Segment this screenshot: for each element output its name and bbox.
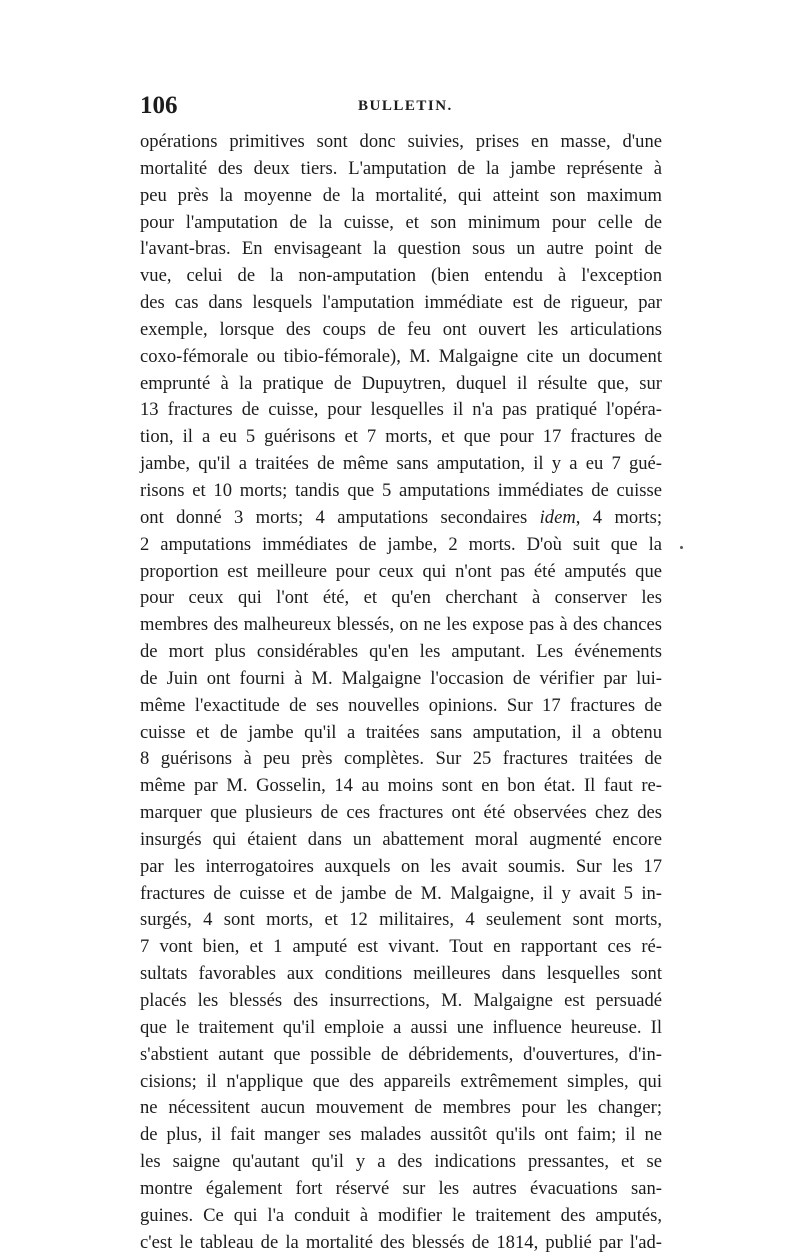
page-header xyxy=(140,92,660,126)
text-line: opérations primitives sont donc suivies, prises en masse, d'une xyxy=(140,131,662,152)
text-line: insurgés qui étaient dans un abattement moral augmenté encore xyxy=(140,828,662,850)
text-line: c'est le tableau de la mortalité des blessés de 1814, publié par l'ad- xyxy=(140,1231,662,1253)
text-line: peu près la moyenne de la mortalité, qui atteint son maximum xyxy=(140,184,662,206)
text-line: pour ceux qui l'ont été, et qu'en cherchant à conserver les xyxy=(140,587,662,609)
text-line: proportion est meilleure pour ceux qui n'ont pas été amputés que xyxy=(140,560,662,582)
text-line: de mort plus considérables qu'en les amputant. Les événements xyxy=(140,641,662,663)
text-line: guines. Ce qui l'a conduit à modifier le traitement des amputés, xyxy=(140,1204,662,1226)
text-line: fractures de cuisse et de jambe de M. Malgaigne, il y avait 5 in- xyxy=(140,882,662,904)
text-line: par les interrogatoires auxquels on les avait soumis. Sur les 17 xyxy=(140,855,662,877)
text-line: pour l'amputation de la cuisse, et son minimum pour celle de xyxy=(140,211,662,233)
text-line: même par M. Gosselin, 14 au moins sont en bon état. Il faut re- xyxy=(140,775,662,797)
text-line: tion, il a eu 5 guérisons et 7 morts, et que pour 17 fractures de xyxy=(140,426,662,448)
text-line: de plus, il fait manger ses malades aussitôt qu'ils ont faim; il ne xyxy=(140,1124,662,1146)
italic-word: idem xyxy=(539,506,576,528)
text-line: ne nécessitent aucun mouvement de membres pour les changer; xyxy=(140,1097,662,1119)
margin-mark xyxy=(680,546,683,549)
text-line: risons et 10 morts; tandis que 5 amputations immédiates de cuisse xyxy=(140,479,662,501)
text-line: que le traitement qu'il emploie a aussi une influence heureuse. Il xyxy=(140,1016,662,1038)
text-line: de Juin ont fourni à M. Malgaigne l'occasion de vérifier par lui- xyxy=(140,667,662,689)
text-line: 13 fractures de cuisse, pour lesquelles il n'a pas pratiqué l'opéra- xyxy=(140,399,662,421)
text-line: surgés, 4 sont morts, et 12 militaires, 4 seulement sont morts, xyxy=(140,909,662,931)
text-line: marquer que plusieurs de ces fractures ont été observées chez des xyxy=(140,802,662,824)
text-line: même l'exactitude de ses nouvelles opinions. Sur 17 fractures de xyxy=(140,694,662,716)
text-line: 2 amputations immédiates de jambe, 2 morts. D'où suit que la xyxy=(140,533,662,555)
text-line: cuisse et de jambe qu'il a traitées sans amputation, il a obtenu xyxy=(140,721,662,743)
text-line: mortalité des deux tiers. L'amputation de la jambe représente à xyxy=(140,157,662,179)
text-line: jambe, qu'il a traitées de même sans amputation, il y a eu 7 gué- xyxy=(140,453,662,475)
body-paragraph xyxy=(140,129,662,1256)
text-line: membres des malheureux blessés, on ne les expose pas à des chances xyxy=(140,614,662,636)
text-line: ont donné 3 morts; 4 amputations secondaires idem, 4 morts; xyxy=(140,506,662,528)
text-line: s'abstient autant que possible de débridements, d'ouvertures, d'in- xyxy=(140,1043,662,1065)
text-line: montre également fort réservé sur les autres évacuations san- xyxy=(140,1177,662,1199)
text-line: sultats favorables aux conditions meilleures dans lesquelles sont xyxy=(140,963,662,985)
text-line: coxo-fémorale ou tibio-fémorale), M. Malgaigne cite un document xyxy=(140,345,662,367)
text-line: l'avant-bras. En envisageant la question sous un autre point de xyxy=(140,238,662,260)
text-line: les saigne qu'autant qu'il y a des indications pressantes, et se xyxy=(140,1151,662,1173)
text-line: exemple, lorsque des coups de feu ont ouvert les articulations xyxy=(140,318,662,340)
running-head: BULLETIN. xyxy=(358,98,453,114)
text-line: vue, celui de la non-amputation (bien entendu à l'exception xyxy=(140,265,662,287)
text-line: 8 guérisons à peu près complètes. Sur 25 fractures traitées de xyxy=(140,748,662,770)
text-line: emprunté à la pratique de Dupuytren, duquel il résulte que, sur xyxy=(140,372,662,394)
text-line: des cas dans lesquels l'amputation immédiate est de rigueur, par xyxy=(140,292,662,314)
text-line: 7 vont bien, et 1 amputé est vivant. Tout en rapportant ces ré- xyxy=(140,936,662,958)
text-line: placés les blessés des insurrections, M. Malgaigne est persuadé xyxy=(140,990,662,1011)
text-line: cisions; il n'applique que des appareils extrêmement simples, qui xyxy=(140,1070,662,1092)
page-number: 106 xyxy=(140,92,178,119)
